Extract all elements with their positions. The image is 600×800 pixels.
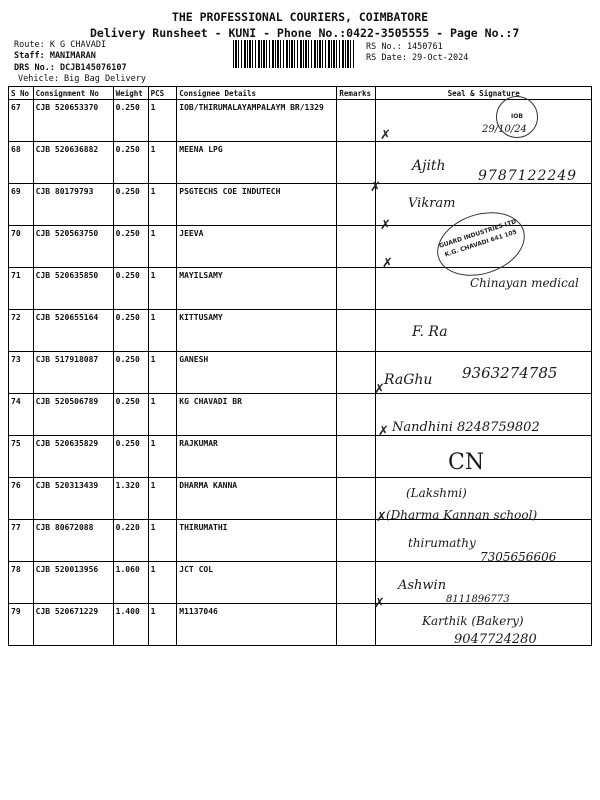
row-weight: 1.060 (113, 562, 148, 604)
company-seal-stamp: GUARD INDUSTRIES LTD K.G. CHAVADI 641 105 (429, 202, 533, 287)
col-header-remarks: Remarks (337, 87, 376, 100)
row-consignee: RAJKUMAR (177, 436, 337, 478)
row-sno: 72 (9, 310, 34, 352)
row-consignee: MEENA LPG (177, 142, 337, 184)
staff-label: Staff: MANIMARAN (14, 51, 96, 61)
col-header-signature: Seal & Signature (376, 87, 592, 100)
row-sno: 73 (9, 352, 34, 394)
row-remarks (337, 436, 376, 478)
row-remarks (337, 394, 376, 436)
row-remarks (337, 562, 376, 604)
row-weight: 0.220 (113, 520, 148, 562)
row-pcs: 1 (148, 478, 177, 520)
row-sno: 69 (9, 184, 34, 226)
cross-mark-icon: ✗ (370, 180, 381, 195)
cross-mark-icon: ✗ (380, 128, 391, 143)
row-pcs: 1 (148, 436, 177, 478)
cross-mark-icon: ✗ (380, 218, 391, 233)
row-consignment-no: CJB 520671229 (33, 604, 113, 646)
row-consignment-no: CJB 520653370 (33, 100, 113, 142)
row-pcs: 1 (148, 100, 177, 142)
col-header-consignee: Consignee Details (177, 87, 337, 100)
cross-mark-icon: ✗ (378, 424, 389, 439)
hw-r79-name: Karthik (Bakery) (422, 614, 524, 628)
row-consignment-no: CJB 520313439 (33, 478, 113, 520)
seal-stamp-icon: IOB (496, 96, 538, 138)
hw-r75-text: CN (448, 450, 485, 475)
row-consignment-no: CJB 520013956 (33, 562, 113, 604)
row-consignee: DHARMA KANNA (177, 478, 337, 520)
hw-r72-text: F. Ra (412, 324, 448, 340)
row-weight: 0.250 (113, 310, 148, 352)
row-weight: 0.250 (113, 226, 148, 268)
runsheet-subtitle: Delivery Runsheet - KUNI - Phone No.:0422-3505555 - Page No.:7 (90, 26, 520, 40)
row-remarks (337, 310, 376, 352)
row-consignment-no: CJB 517918087 (33, 352, 113, 394)
row-pcs: 1 (148, 520, 177, 562)
table-row (9, 310, 592, 352)
row-weight: 0.250 (113, 142, 148, 184)
table-row (9, 436, 592, 478)
row-weight: 0.250 (113, 100, 148, 142)
drs-label: DRS No.: DCJB145076107 (14, 63, 127, 73)
row-sno: 70 (9, 226, 34, 268)
row-remarks (337, 352, 376, 394)
row-consignee: MAYILSAMY (177, 268, 337, 310)
row-sno: 75 (9, 436, 34, 478)
row-consignment-no: CJB 520635829 (33, 436, 113, 478)
row-pcs: 1 (148, 604, 177, 646)
row-consignee: M1137046 (177, 604, 337, 646)
row-consignment-no: CJB 520563750 (33, 226, 113, 268)
hw-r69-signature: Vikram (408, 196, 456, 211)
hw-r78-signature: Ashwin (398, 578, 447, 593)
row-remarks (337, 226, 376, 268)
cross-mark-icon: ✗ (382, 256, 393, 271)
row-consignee: GANESH (177, 352, 337, 394)
row-pcs: 1 (148, 226, 177, 268)
row-sno: 76 (9, 478, 34, 520)
row-pcs: 1 (148, 310, 177, 352)
row-remarks (337, 268, 376, 310)
col-header-consignment: Consignment No (33, 87, 113, 100)
row-sno: 79 (9, 604, 34, 646)
row-pcs: 1 (148, 142, 177, 184)
row-consignee: JEEVA (177, 226, 337, 268)
row-remarks (337, 142, 376, 184)
row-weight: 0.250 (113, 352, 148, 394)
row-weight: 0.250 (113, 268, 148, 310)
row-consignee: IOB/THIRUMALAYAMPALAYM BR/1329 (177, 100, 337, 142)
row-pcs: 1 (148, 394, 177, 436)
hw-r67-date: 29/10/24 (482, 124, 527, 135)
row-consignee: JCT COL (177, 562, 337, 604)
row-remarks (337, 520, 376, 562)
hw-r76-line1: (Lakshmi) (406, 486, 467, 500)
row-consignment-no: CJB 520636882 (33, 142, 113, 184)
row-consignment-no: CJB 520635850 (33, 268, 113, 310)
row-pcs: 1 (148, 268, 177, 310)
route-label: Route: K G CHAVADI (14, 40, 107, 50)
company-title: THE PROFESSIONAL COURIERS, COIMBATORE (171, 10, 429, 24)
row-consignment-no: CJB 80672088 (33, 520, 113, 562)
table-header-row (9, 87, 592, 100)
row-remarks (337, 100, 376, 142)
row-pcs: 1 (148, 562, 177, 604)
row-consignment-no: CJB 520655164 (33, 310, 113, 352)
row-weight: 1.400 (113, 604, 148, 646)
cross-mark-icon: ✗ (374, 596, 385, 611)
row-weight: 0.250 (113, 436, 148, 478)
row-pcs: 1 (148, 352, 177, 394)
row-signature (376, 310, 592, 352)
rs-no-label: RS No.: 1450761 (366, 42, 443, 52)
row-consignment-no: CJB 80179793 (33, 184, 113, 226)
row-weight: 0.250 (113, 394, 148, 436)
row-sno: 78 (9, 562, 34, 604)
col-header-weight: Weight (113, 87, 148, 100)
col-header-pcs: PCS (148, 87, 177, 100)
hw-r79-phone: 9047724280 (454, 632, 537, 647)
hw-r74-text: Nandhini 8248759802 (392, 420, 540, 435)
row-consignee: KITTUSAMY (177, 310, 337, 352)
hw-r73-signature: RaGhu (384, 372, 433, 388)
row-consignee: KG CHAVADI BR (177, 394, 337, 436)
row-sno: 68 (9, 142, 34, 184)
cross-mark-icon: ✗ (376, 510, 387, 525)
col-header-sno: S No (9, 87, 34, 100)
row-consignment-no: CJB 520506789 (33, 394, 113, 436)
row-sno: 71 (9, 268, 34, 310)
row-sno: 67 (9, 100, 34, 142)
row-weight: 0.250 (113, 184, 148, 226)
hw-r78-phone: 8111896773 (446, 594, 510, 605)
hw-r68-signature: Ajith (412, 158, 446, 174)
row-remarks (337, 604, 376, 646)
hw-r71-text: Chinayan medical (470, 276, 579, 290)
row-consignee: THIRUMATHI (177, 520, 337, 562)
hw-r68-phone: 9787122249 (478, 168, 578, 184)
row-consignee: PSGTECHS COE INDUTECH (177, 184, 337, 226)
row-sno: 77 (9, 520, 34, 562)
vehicle-label: Vehicle: Big Bag Delivery (18, 74, 146, 84)
row-remarks (337, 478, 376, 520)
row-weight: 1.320 (113, 478, 148, 520)
rs-date-label: RS Date: 29-Oct-2024 (366, 53, 469, 63)
hw-r77-name: thirumathy (408, 536, 476, 550)
cross-mark-icon: ✗ (374, 382, 385, 397)
row-pcs: 1 (148, 184, 177, 226)
barcode-icon (233, 40, 355, 68)
hw-r76-line2: (Dharma Kannan school) (386, 508, 538, 522)
row-signature (376, 100, 592, 142)
row-sno: 74 (9, 394, 34, 436)
hw-r77-phone: 7305656606 (480, 550, 557, 564)
hw-r73-phone: 9363274785 (462, 364, 558, 382)
